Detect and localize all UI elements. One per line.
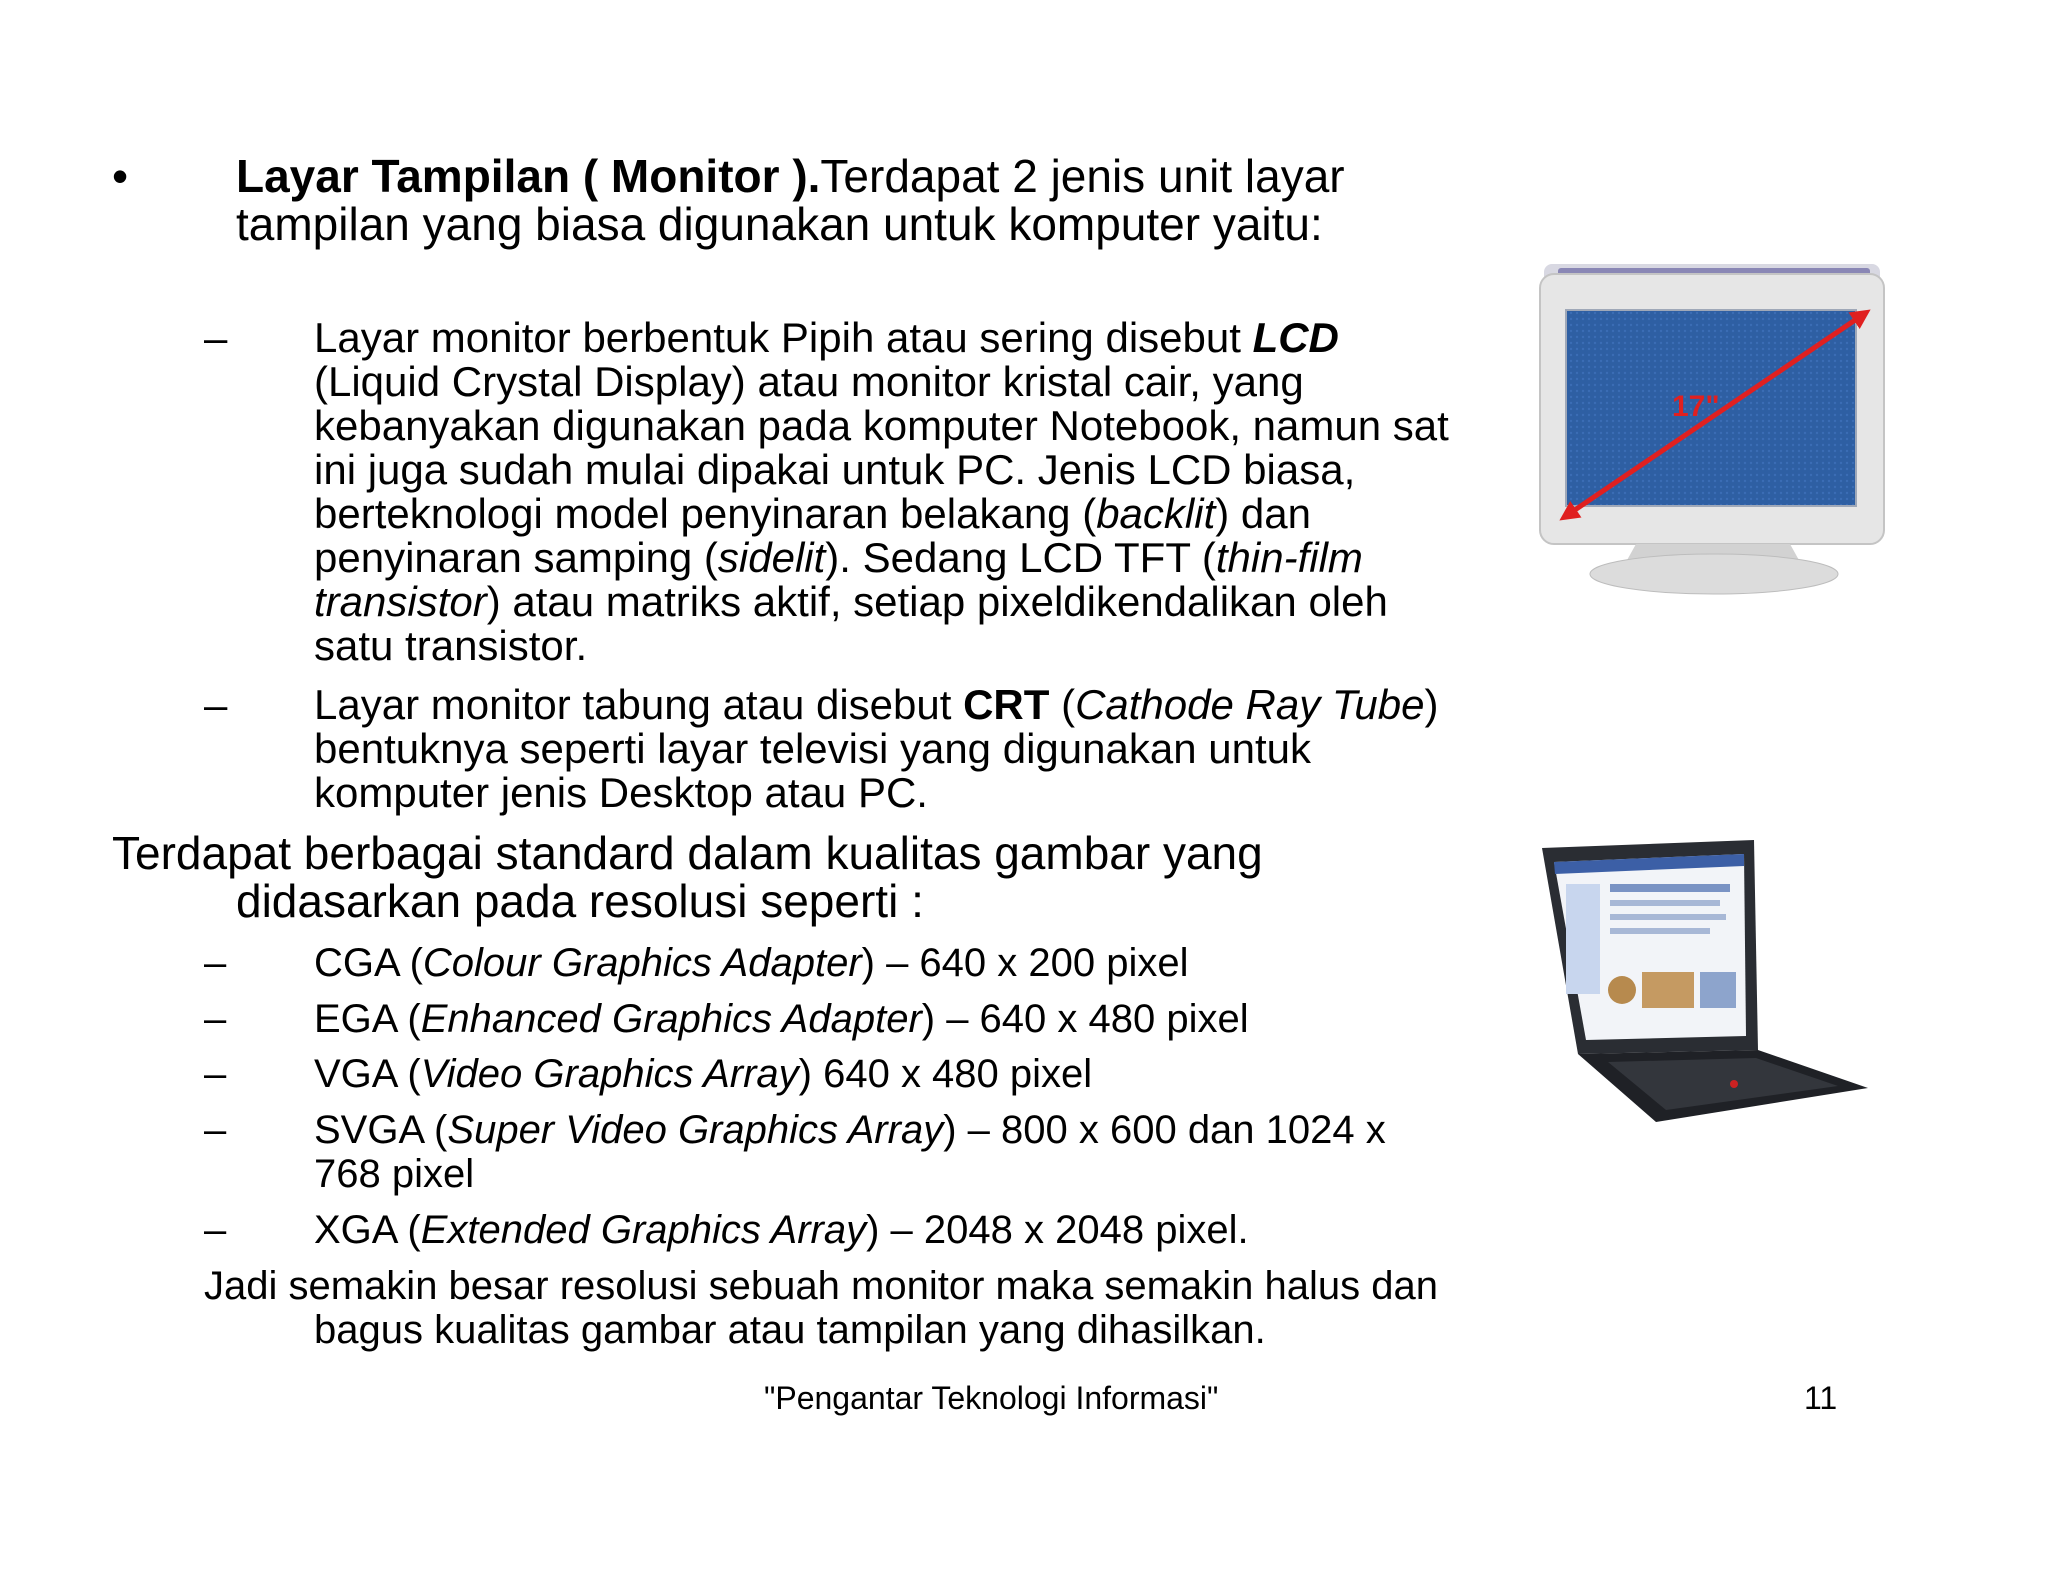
screen-size-label: 17": [1672, 390, 1720, 423]
standard-item-cga: CGA (Colour Graphics Adapter) – 640 x 200 pixel: [314, 941, 1189, 985]
dash-marker: –: [204, 681, 228, 728]
intro-paragraph: [236, 152, 1476, 248]
trackpoint: [1730, 1080, 1738, 1088]
browser-photo: [1608, 976, 1636, 1004]
standard-item-ega: EGA (Enhanced Graphics Adapter) – 640 x 480 pixel: [314, 997, 1249, 1041]
dash-marker: –: [204, 314, 228, 361]
bullet-marker: •: [112, 150, 129, 202]
page-number: 11: [1804, 1380, 1838, 1416]
crt-term: CRT: [963, 681, 1050, 728]
monitor-stand: [1590, 554, 1838, 594]
browser-photo: [1642, 972, 1694, 1008]
dash-marker: –: [204, 997, 227, 1041]
intro-text: Terdapat 2 jenis unit layar tampilan yang biasa digunakan untuk komputer yaitu:: [236, 150, 1345, 250]
laptop-image: [1538, 840, 1870, 1126]
browser-text-line: [1610, 900, 1720, 906]
browser-sidebar: [1566, 884, 1600, 994]
standards-intro: Terdapat berbagai standard dalam kualitas gambar yang didasarkan pada resolusi seperti :: [112, 827, 1263, 927]
footer-title: "Pengantar Teknologi Informasi": [764, 1380, 1219, 1416]
intro-title: Layar Tampilan ( Monitor ).: [236, 150, 821, 202]
dash-marker: –: [204, 1052, 227, 1096]
crt-paragraph: Layar monitor tabung atau disebut CRT (Cathode Ray Tube) bentuknya seperti layar televisi yang digunakan untuk komputer jenis Desktop atau PC.: [314, 681, 1439, 816]
standard-item-vga: VGA (Video Graphics Array) 640 x 480 pixel: [314, 1052, 1093, 1096]
dash-marker: –: [204, 941, 227, 985]
lcd-term: LCD: [1252, 314, 1339, 361]
standard-item-xga: XGA (Extended Graphics Array) – 2048 x 2048 pixel.: [314, 1208, 1249, 1252]
browser-text-line: [1610, 884, 1730, 892]
conclusion-paragraph: Jadi semakin besar resolusi sebuah monitor maka semakin halus dan bagus kualitas gambar atau tampilan yang dihasilkan.: [204, 1264, 1438, 1352]
dash-marker: –: [204, 1108, 227, 1152]
crt-monitor-image: [1538, 262, 1890, 598]
dash-marker: –: [204, 1208, 227, 1252]
standard-item-svga: SVGA (Super Video Graphics Array) – 800 x 600 dan 1024 x 768 pixel: [314, 1108, 1386, 1196]
browser-photo: [1700, 972, 1736, 1008]
browser-text-line: [1610, 928, 1710, 934]
lcd-paragraph: Layar monitor berbentuk Pipih atau sering disebut LCD (Liquid Crystal Display) atau monitor kristal cair, yang kebanyakan digunakan pada komputer Notebook, namun sat ini juga sudah mulai dipakai untuk PC. Jenis LCD biasa, berteknologi model penyinaran belakang (backlit) dan penyinaran samping (sidelit). Sedang LCD TFT (thin-film transistor) atau matriks aktif, setiap pixeldikendalikan oleh satu transistor.: [314, 314, 1449, 669]
browser-text-line: [1610, 914, 1726, 920]
